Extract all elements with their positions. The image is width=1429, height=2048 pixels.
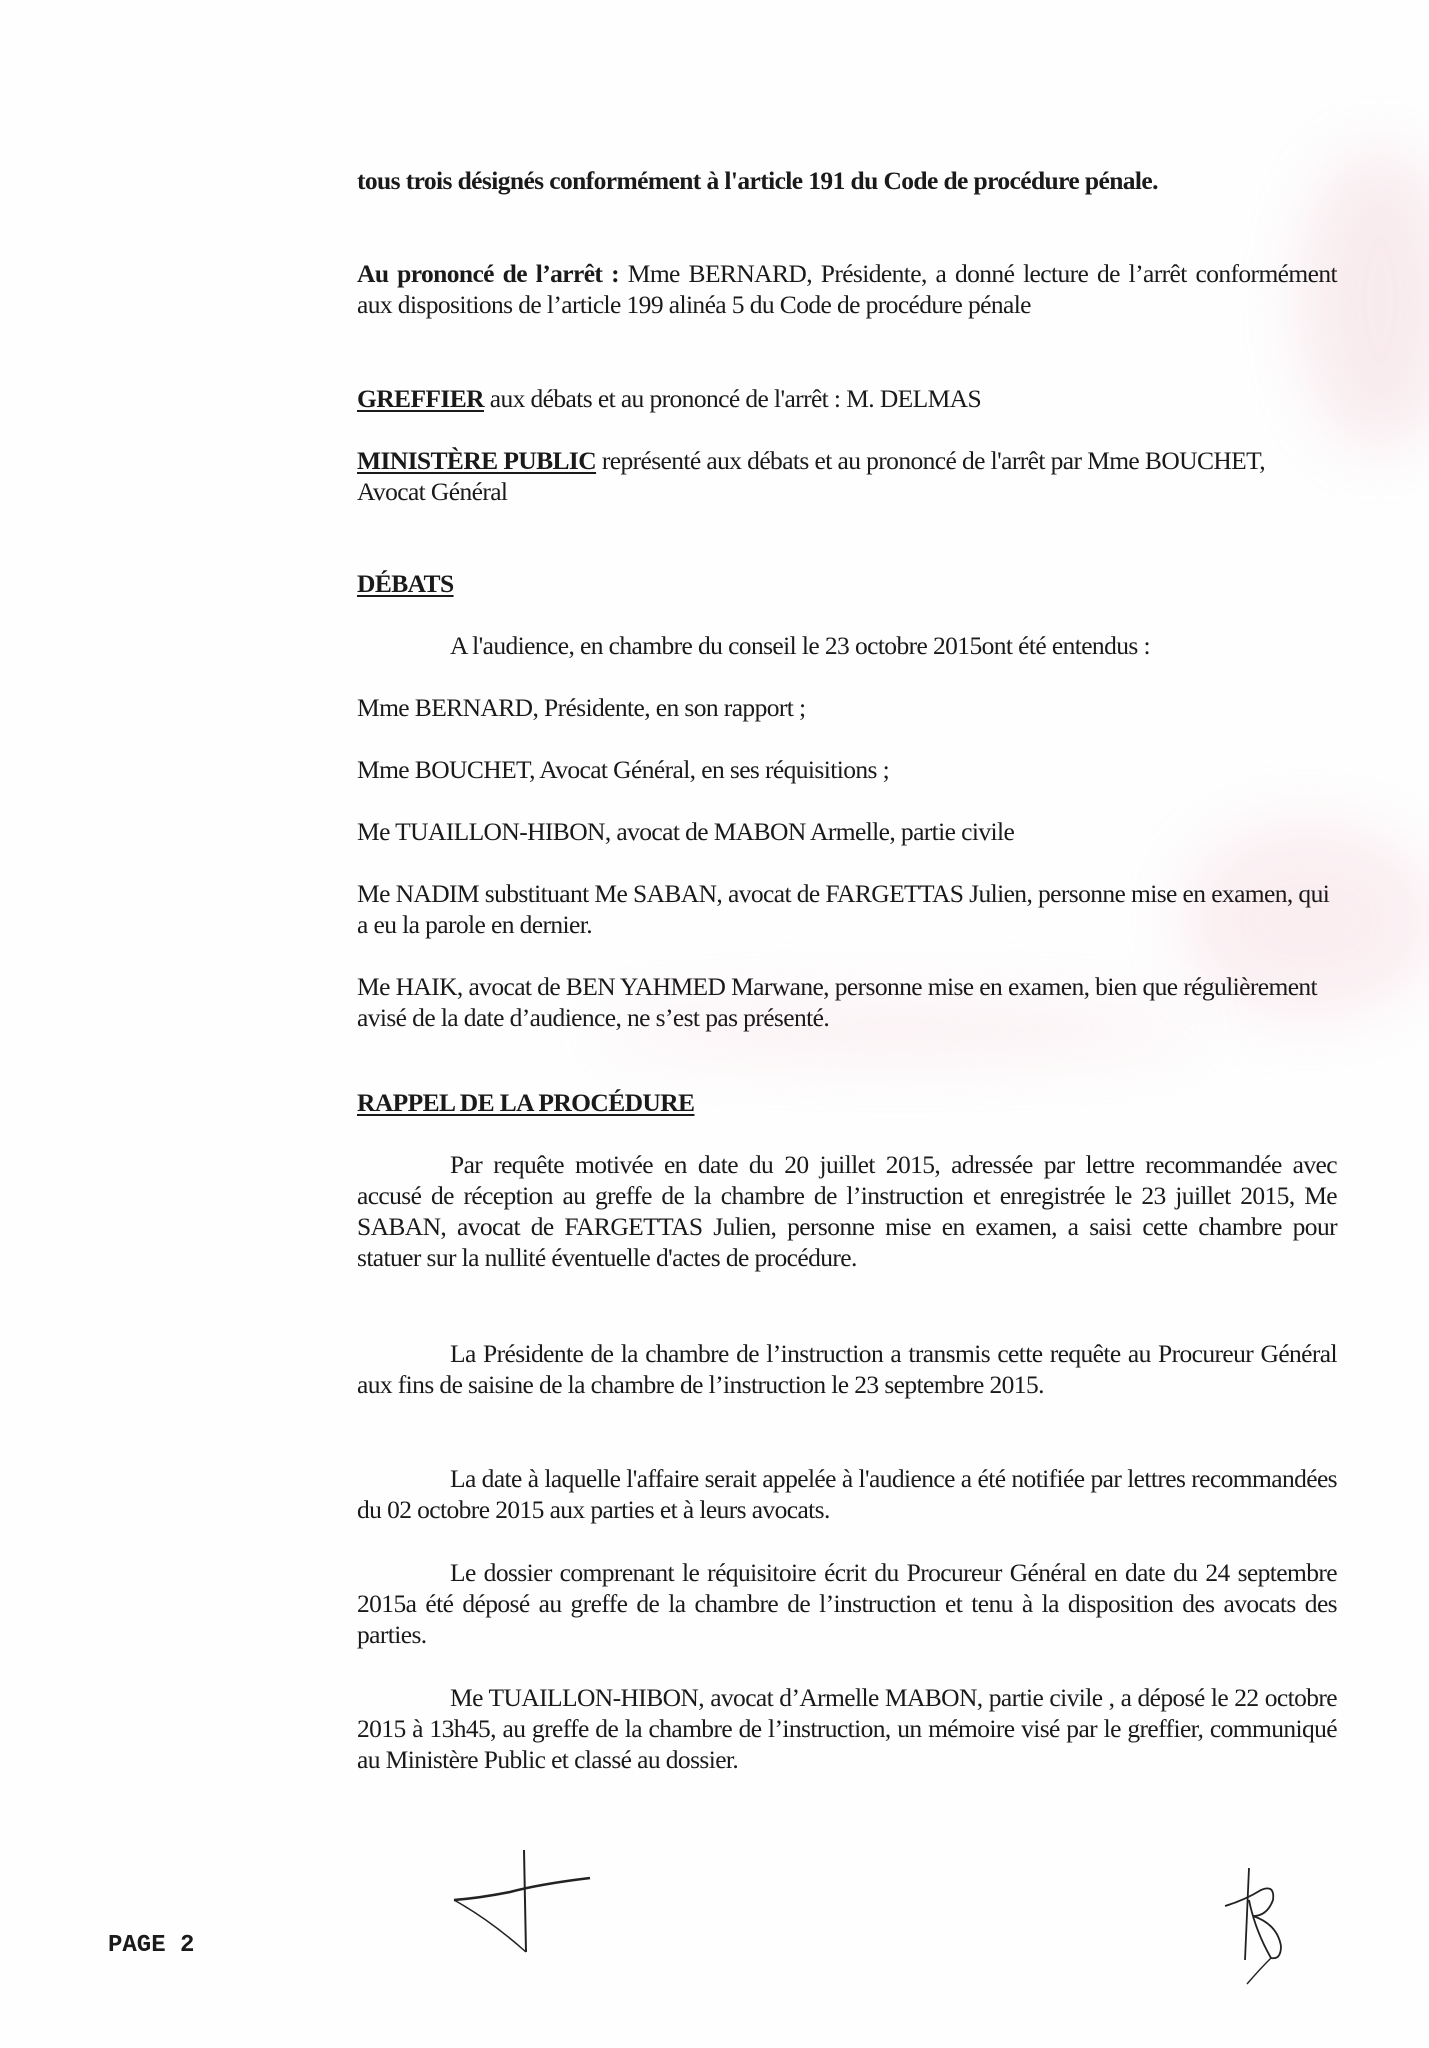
rappel-paragraph: La date à laquelle l'affaire serait appelée à l'audience a été notifiée par lettres recommandées du 02 octobre 2015 aux parties et à leurs avocats. <box>357 1464 1337 1524</box>
signature-stroke <box>1225 1888 1281 1958</box>
signature-stroke <box>524 1850 526 1952</box>
prononce-text: Mme BERNARD, Présidente, a donné lecture de l’arrêt conformément aux dispositions de l’article 199 alinéa 5 du Code de procédure pénale <box>357 259 1337 319</box>
rappel-paragraph: Par requête motivée en date du 20 juillet 2015, adressée par lettre recommandée avec accusé de réception au greffe de la chambre de l’instruction et enregistrée le 23 juillet 2015, Me SABAN, avocat de FARGETTAS Julien, personne mise en examen, a saisi cette chambre pour statuer sur la nullité éventuelle d'actes de procédure. <box>357 1150 1337 1272</box>
page-number: PAGE 2 <box>108 1932 195 1959</box>
debats-heading: DÉBATS <box>357 569 454 598</box>
prononce-label: Au prononcé de l’arrêt : <box>357 259 619 288</box>
debats-entry: Me NADIM substituant Me SABAN, avocat de FARGETTAS Julien, personne mise en examen, qui a eu la parole en dernier. <box>357 879 1330 939</box>
rappel-heading: RAPPEL DE LA PROCÉDURE <box>357 1088 695 1117</box>
rappel-paragraph: Me TUAILLON-HIBON, avocat d’Armelle MABON, partie civile , a déposé le 22 octobre 2015 à 13h45, au greffe de la chambre de l’instruction, un mémoire visé par le greffier, communiqué au Ministère Public et classé au dossier. <box>357 1683 1337 1774</box>
debats-entry: Mme BOUCHET, Avocat Général, en ses réquisitions ; <box>357 755 890 784</box>
signature-stroke <box>1247 1958 1271 1984</box>
debats-intro: A l'audience, en chambre du conseil le 23 octobre 2015ont été entendus : <box>450 631 1150 660</box>
signature-stroke <box>454 1900 526 1952</box>
greffier-paragraph <box>357 383 1337 414</box>
rappel-paragraph: La Présidente de la chambre de l’instruction a transmis cette requête au Procureur Général aux fins de saisine de la chambre de l’instruction le 23 septembre 2015. <box>357 1339 1337 1399</box>
rappel-paragraph: Le dossier comprenant le réquisitoire écrit du Procureur Général en date du 24 septembre 2015a été déposé au greffe de la chambre de l’instruction et tenu à la disposition des avocats des parties. <box>357 1558 1337 1649</box>
debats-entry: Me TUAILLON-HIBON, avocat de MABON Armelle, partie civile <box>357 817 1015 846</box>
debats-entry: Mme BERNARD, Présidente, en son rapport ; <box>357 693 806 722</box>
signature-presidente-icon <box>1215 1860 1315 1990</box>
debats-entry: Me HAIK, avocat de BEN YAHMED Marwane, personne mise en examen, bien que régulièrement avisé de la date d’audience, ne s’est pas présenté. <box>357 972 1318 1032</box>
signature-stroke <box>454 1878 590 1900</box>
greffier-label: GREFFIER <box>357 384 484 413</box>
composition-text: tous trois désignés conformément à l'article 191 du Code de procédure pénale. <box>357 166 1158 195</box>
greffier-text: aux débats et au prononcé de l'arrêt : M. DELMAS <box>483 384 982 413</box>
signature-greffier-icon <box>450 1840 610 1960</box>
ministere-paragraph <box>357 445 1337 507</box>
signature-stroke <box>1245 1868 1249 1960</box>
ministere-label: MINISTÈRE PUBLIC <box>357 446 597 475</box>
prononce-paragraph <box>357 258 1337 320</box>
ministere-text: représenté aux débats et au prononcé de l'arrêt par Mme BOUCHET, Avocat Général <box>357 446 1266 506</box>
